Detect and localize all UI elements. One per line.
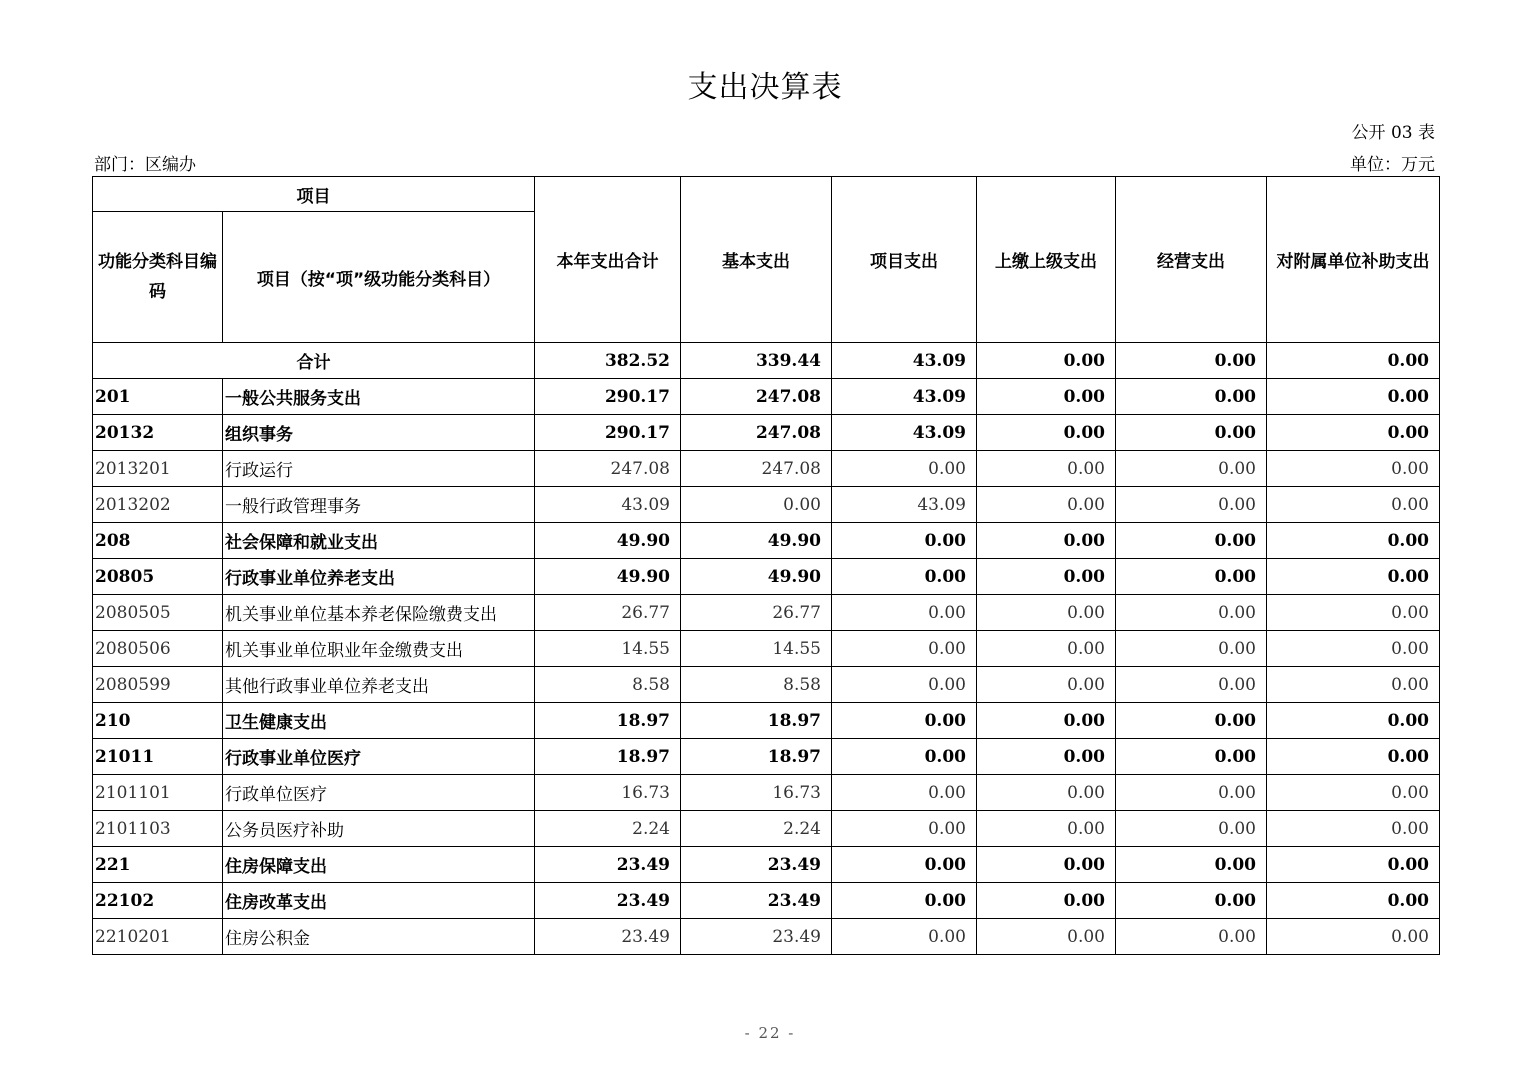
project-cell: 0.00	[832, 523, 977, 559]
table-row	[93, 379, 1440, 415]
business-cell: 0.00	[1116, 847, 1267, 883]
project-cell: 0.00	[832, 739, 977, 775]
code-cell: 21011	[93, 739, 223, 775]
project-cell: 0.00	[832, 559, 977, 595]
table-row	[93, 631, 1440, 667]
subsidy-cell: 0.00	[1267, 667, 1440, 703]
code-cell: 2080505	[93, 595, 223, 631]
basic-cell: 247.08	[681, 451, 832, 487]
total-cell: 18.97	[535, 703, 681, 739]
business-cell: 0.00	[1116, 631, 1267, 667]
code-cell: 210	[93, 703, 223, 739]
upper-cell: 0.00	[977, 523, 1116, 559]
table-row	[93, 451, 1440, 487]
page-title: 支出决算表	[687, 70, 843, 105]
total-cell: 49.90	[535, 523, 681, 559]
name-cell: 一般行政管理事务	[223, 487, 535, 523]
name-cell: 一般公共服务支出	[223, 379, 535, 415]
header-basic: 基本支出	[681, 177, 832, 343]
basic-cell: 2.24	[681, 811, 832, 847]
business-cell: 0.00	[1116, 559, 1267, 595]
subsidy-cell: 0.00	[1267, 775, 1440, 811]
name-cell: 行政事业单位养老支出	[223, 559, 535, 595]
name-cell: 公务员医疗补助	[223, 811, 535, 847]
code-cell: 2013202	[93, 487, 223, 523]
total-cell: 43.09	[535, 487, 681, 523]
total-cell: 18.97	[535, 739, 681, 775]
project-cell: 0.00	[832, 667, 977, 703]
name-cell: 组织事务	[223, 415, 535, 451]
name-cell: 机关事业单位职业年金缴费支出	[223, 631, 535, 667]
table-number: 公开 03 表	[1351, 123, 1435, 143]
code-cell: 201	[93, 379, 223, 415]
table-row	[93, 811, 1440, 847]
subsidy-cell: 0.00	[1267, 703, 1440, 739]
business-cell: 0.00	[1116, 595, 1267, 631]
subsidy-cell: 0.00	[1267, 379, 1440, 415]
header-name: 项目（按“项”级功能分类科目）	[223, 212, 535, 343]
table-row	[93, 415, 1440, 451]
business-cell: 0.00	[1116, 775, 1267, 811]
total-label: 合计	[93, 343, 535, 379]
project-cell: 0.00	[832, 811, 977, 847]
header-upper: 上缴上级支出	[977, 177, 1116, 343]
table-row	[93, 487, 1440, 523]
basic-cell: 16.73	[681, 775, 832, 811]
basic-cell: 23.49	[681, 919, 832, 955]
basic-cell: 18.97	[681, 703, 832, 739]
project-cell: 43.09	[832, 415, 977, 451]
table-row	[93, 775, 1440, 811]
total-cell: 26.77	[535, 595, 681, 631]
subsidy-cell: 0.00	[1267, 847, 1440, 883]
basic-cell: 0.00	[681, 487, 832, 523]
project-cell: 0.00	[832, 631, 977, 667]
basic-cell: 49.90	[681, 523, 832, 559]
code-cell: 2101103	[93, 811, 223, 847]
upper-cell: 0.00	[977, 415, 1116, 451]
project-cell: 0.00	[832, 919, 977, 955]
total-row	[93, 343, 1440, 379]
table-row	[93, 559, 1440, 595]
business-cell: 0.00	[1116, 415, 1267, 451]
subsidy-cell: 0.00	[1267, 487, 1440, 523]
name-cell: 行政事业单位医疗	[223, 739, 535, 775]
table-row	[93, 523, 1440, 559]
upper-cell: 0.00	[977, 559, 1116, 595]
code-cell: 208	[93, 523, 223, 559]
subsidy-cell: 0.00	[1267, 559, 1440, 595]
project-cell: 0.00	[832, 451, 977, 487]
project-cell: 43.09	[832, 487, 977, 523]
upper-cell: 0.00	[977, 739, 1116, 775]
upper-cell: 0.00	[977, 595, 1116, 631]
header-code: 功能分类科目编码	[93, 212, 223, 343]
code-cell: 22102	[93, 883, 223, 919]
name-cell: 卫生健康支出	[223, 703, 535, 739]
upper-cell: 0.00	[977, 379, 1116, 415]
subsidy-cell: 0.00	[1267, 343, 1440, 379]
upper-cell: 0.00	[977, 703, 1116, 739]
project-cell: 0.00	[832, 595, 977, 631]
upper-cell: 0.00	[977, 811, 1116, 847]
subsidy-cell: 0.00	[1267, 595, 1440, 631]
page-number: - 22 -	[744, 1024, 796, 1042]
code-cell: 2210201	[93, 919, 223, 955]
business-cell: 0.00	[1116, 883, 1267, 919]
upper-cell: 0.00	[977, 847, 1116, 883]
project-cell: 0.00	[832, 703, 977, 739]
code-cell: 20132	[93, 415, 223, 451]
total-cell: 49.90	[535, 559, 681, 595]
name-cell: 机关事业单位基本养老保险缴费支出	[223, 595, 535, 631]
total-cell: 8.58	[535, 667, 681, 703]
table-row	[93, 595, 1440, 631]
subsidy-cell: 0.00	[1267, 883, 1440, 919]
code-cell: 2101101	[93, 775, 223, 811]
total-cell: 23.49	[535, 847, 681, 883]
total-cell: 14.55	[535, 631, 681, 667]
total-cell: 2.24	[535, 811, 681, 847]
subsidy-cell: 0.00	[1267, 523, 1440, 559]
expenditure-table	[92, 176, 1440, 955]
table-row	[93, 847, 1440, 883]
project-cell: 43.09	[832, 379, 977, 415]
unit-label: 单位：万元	[1350, 155, 1435, 175]
basic-cell: 49.90	[681, 559, 832, 595]
basic-cell: 247.08	[681, 415, 832, 451]
name-cell: 住房保障支出	[223, 847, 535, 883]
business-cell: 0.00	[1116, 451, 1267, 487]
total-cell: 23.49	[535, 919, 681, 955]
total-cell: 382.52	[535, 343, 681, 379]
basic-cell: 26.77	[681, 595, 832, 631]
department-label: 部门：区编办	[94, 155, 196, 175]
total-cell: 290.17	[535, 379, 681, 415]
business-cell: 0.00	[1116, 343, 1267, 379]
business-cell: 0.00	[1116, 379, 1267, 415]
project-cell: 0.00	[832, 847, 977, 883]
business-cell: 0.00	[1116, 667, 1267, 703]
total-cell: 16.73	[535, 775, 681, 811]
name-cell: 行政单位医疗	[223, 775, 535, 811]
header-subsidy: 对附属单位补助支出	[1267, 177, 1440, 343]
name-cell: 住房公积金	[223, 919, 535, 955]
basic-cell: 339.44	[681, 343, 832, 379]
project-cell: 0.00	[832, 883, 977, 919]
code-cell: 2080506	[93, 631, 223, 667]
code-cell: 2013201	[93, 451, 223, 487]
upper-cell: 0.00	[977, 487, 1116, 523]
business-cell: 0.00	[1116, 919, 1267, 955]
table-row	[93, 883, 1440, 919]
total-cell: 290.17	[535, 415, 681, 451]
subsidy-cell: 0.00	[1267, 415, 1440, 451]
subsidy-cell: 0.00	[1267, 451, 1440, 487]
subsidy-cell: 0.00	[1267, 811, 1440, 847]
project-cell: 43.09	[832, 343, 977, 379]
code-cell: 221	[93, 847, 223, 883]
basic-cell: 14.55	[681, 631, 832, 667]
upper-cell: 0.00	[977, 667, 1116, 703]
table-row	[93, 667, 1440, 703]
subsidy-cell: 0.00	[1267, 919, 1440, 955]
total-cell: 23.49	[535, 883, 681, 919]
basic-cell: 8.58	[681, 667, 832, 703]
header-total: 本年支出合计	[535, 177, 681, 343]
business-cell: 0.00	[1116, 739, 1267, 775]
business-cell: 0.00	[1116, 811, 1267, 847]
upper-cell: 0.00	[977, 631, 1116, 667]
business-cell: 0.00	[1116, 487, 1267, 523]
business-cell: 0.00	[1116, 523, 1267, 559]
name-cell: 行政运行	[223, 451, 535, 487]
basic-cell: 18.97	[681, 739, 832, 775]
table-row	[93, 739, 1440, 775]
code-cell: 2080599	[93, 667, 223, 703]
total-cell: 247.08	[535, 451, 681, 487]
basic-cell: 23.49	[681, 847, 832, 883]
basic-cell: 247.08	[681, 379, 832, 415]
code-cell: 20805	[93, 559, 223, 595]
upper-cell: 0.00	[977, 775, 1116, 811]
basic-cell: 23.49	[681, 883, 832, 919]
business-cell: 0.00	[1116, 703, 1267, 739]
header-business: 经营支出	[1116, 177, 1267, 343]
upper-cell: 0.00	[977, 343, 1116, 379]
header-project: 项目支出	[832, 177, 977, 343]
project-cell: 0.00	[832, 775, 977, 811]
upper-cell: 0.00	[977, 919, 1116, 955]
name-cell: 社会保障和就业支出	[223, 523, 535, 559]
name-cell: 住房改革支出	[223, 883, 535, 919]
header-project-group: 项目	[93, 177, 535, 212]
subsidy-cell: 0.00	[1267, 631, 1440, 667]
upper-cell: 0.00	[977, 451, 1116, 487]
upper-cell: 0.00	[977, 883, 1116, 919]
subsidy-cell: 0.00	[1267, 739, 1440, 775]
table-row	[93, 919, 1440, 955]
name-cell: 其他行政事业单位养老支出	[223, 667, 535, 703]
table-row	[93, 703, 1440, 739]
